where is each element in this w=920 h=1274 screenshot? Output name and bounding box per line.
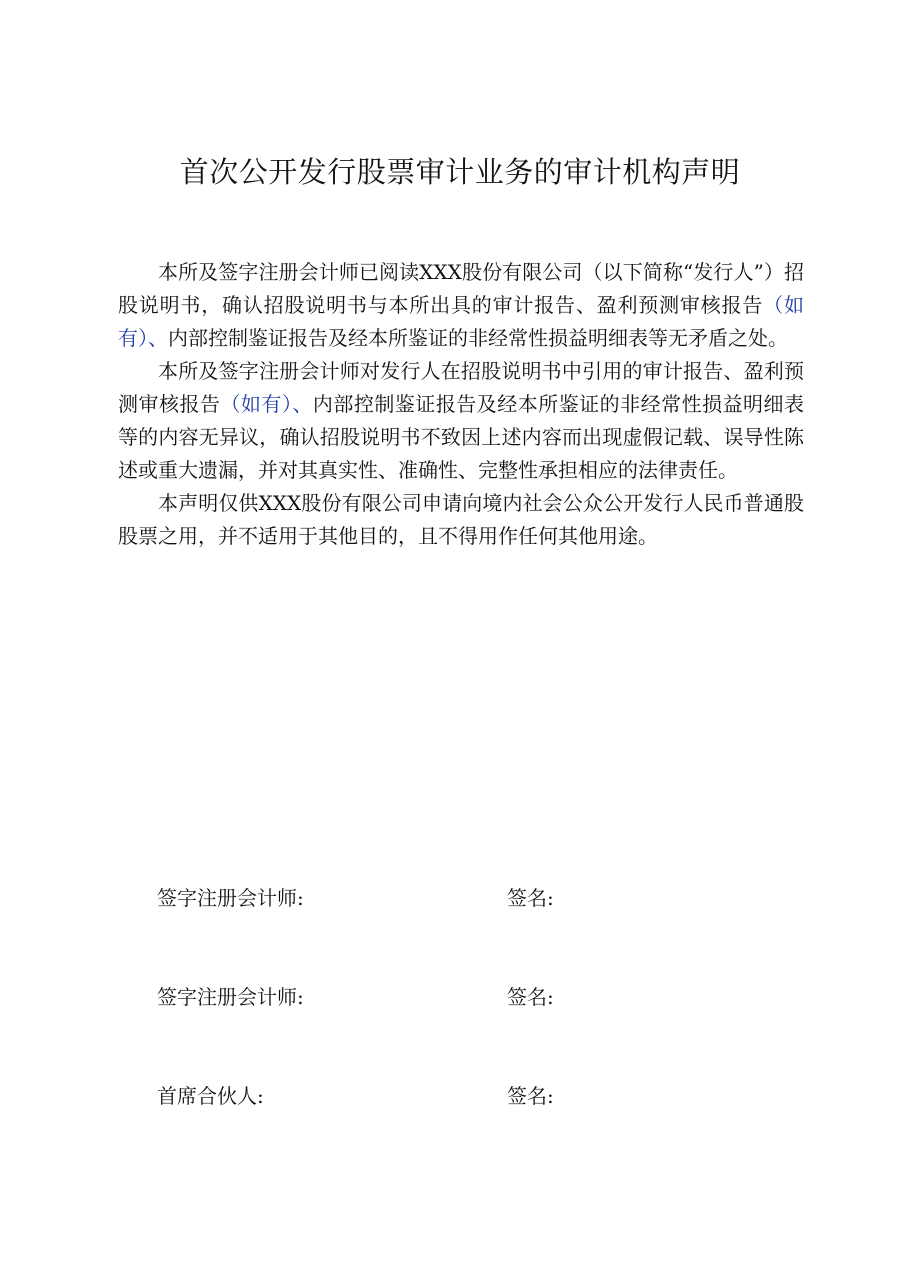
paragraph-3-text: 本声明仅供XXX股份有限公司申请向境内社会公众公开发行人民币普通股股票之用，并不适用于其他目的，且不得用作任何其他用途。	[118, 491, 804, 548]
signature-field-label: 签名:	[507, 1084, 554, 1108]
signature-label: 签字注册会计师:	[157, 886, 304, 910]
paragraph-2-highlight: （如有）、	[220, 392, 313, 416]
paragraph-1-text-rest: 内部控制鉴证报告及经本所鉴证的非经常性损益明细表等无矛盾之处。	[168, 326, 788, 350]
document-title: 首次公开发行股票审计业务的审计机构声明	[179, 155, 741, 189]
signature-field-label: 签名:	[507, 886, 554, 910]
paragraph-2	[118, 355, 804, 487]
paragraph-1-text: 本所及签字注册会计师已阅读XXX股份有限公司（以下简称“发行人”）招股说明书，确认招股说明书与本所出具的审计报告、盈利预测审核报告	[118, 260, 804, 317]
document-body	[118, 256, 804, 553]
paragraph-2-text: 本所及签字注册会计师对发行人在招股说明书中引用的审计报告、盈利预测审核报告	[118, 359, 804, 416]
signature-label: 首席合伙人:	[157, 1084, 264, 1108]
signature-label: 签字注册会计师:	[157, 985, 304, 1009]
signature-row-3	[157, 1081, 757, 1111]
paragraph-1	[118, 256, 804, 355]
paragraph-1-highlight: （如有）、	[118, 293, 804, 350]
paragraph-2-text-rest: 内部控制鉴证报告及经本所鉴证的非经常性损益明细表等的内容无异议，确认招股说明书不致因上述内容而出现虚假记载、误导性陈述或重大遗漏，并对其真实性、准确性、完整性承担相应的法律责任。	[118, 392, 805, 482]
paragraph-3	[118, 487, 804, 553]
signature-row-1	[157, 883, 757, 913]
signature-field-label: 签名:	[507, 985, 554, 1009]
signature-row-2	[157, 982, 757, 1012]
